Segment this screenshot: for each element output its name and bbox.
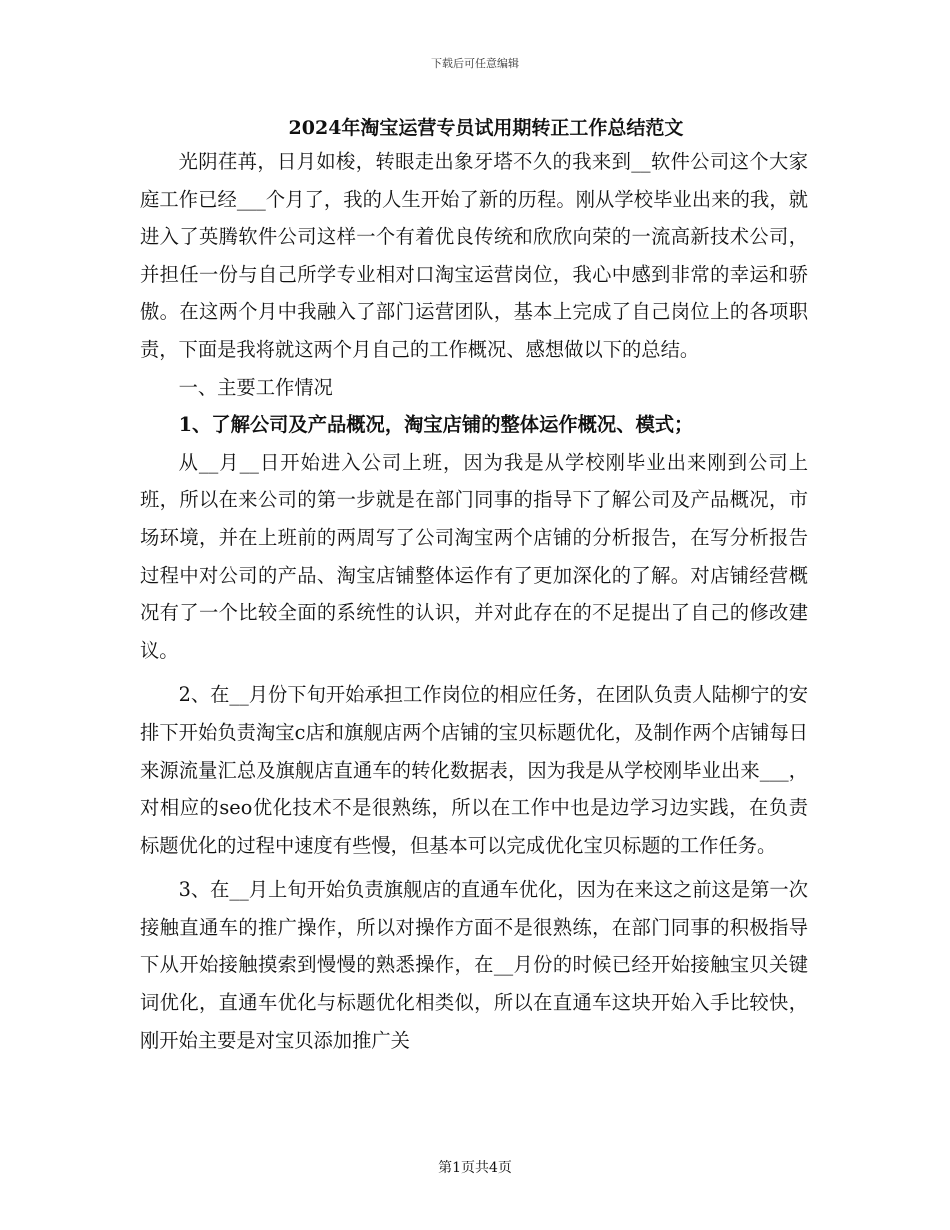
- paragraph-gap: [140, 669, 808, 676]
- document-title: 2024年淘宝运营专员试用期转正工作总结范文: [288, 117, 684, 139]
- body-paragraph-2: 2、在__月份下旬开始承担工作岗位的相应任务，在团队负责人陆柳宁的安排下开始负责淘宝c店和旗舰店两个店铺的宝贝标题优化，及制作两个店铺每日来源流量汇总及旗舰店直通车的转化数据表，因为我是从学校刚毕业出来___，对相应的seo优化技术不是很熟练，所以在工作中也是边学习边实践，在负责标题优化的过程中速度有些慢，但基本可以完成优化宝贝标题的工作任务。: [140, 683, 808, 857]
- document-body: [140, 113, 808, 1059]
- body-paragraph-3: 3、在__月上旬开始负责旗舰店的直通车优化，因为在来这之前这是第一次接触直通车的推广操作，所以对操作方面不是很熟练，在部门同事的积极指导下从开始接触摸索到慢慢的熟悉操作，在__月份的时候已经开始接触宝贝关键词优化，直通车优化与标题优化相类似，所以在直通车这块开始入手比较快，刚开始主要是对宝贝添加推广关: [140, 878, 808, 1052]
- header-note: 下载后可任意编辑: [431, 57, 519, 70]
- subsection-heading: 1、了解公司及产品概况，淘宝店铺的整体运作概况、模式；: [178, 413, 694, 437]
- body-paragraph-1: 从__月__日开始进入公司上班，因为我是从学校刚毕业出来刚到公司上班，所以在来公司的第一步就是在部门同事的指导下了解公司及产品概况，市场环境，并在上班前的两周写了公司淘宝两个店铺的分析报告，在写分析报告过程中对公司的产品、淘宝店铺整体运作有了更加深化的了解。对店铺经营概况有了一个比较全面的系统性的认识，并对此存在的不足提出了自己的修改建议。: [140, 450, 808, 662]
- paragraph-gap: [140, 864, 808, 871]
- intro-paragraph: 光阴荏苒，日月如梭，转眼走出象牙塔不久的我来到__软件公司这个大家庭工作已经___个月了，我的人生开始了新的历程。刚从学校毕业出来的我，就进入了英腾软件公司这样一个有着优良传统和欣欣向荣的一流高新技术公司，并担任一份与自己所学专业相对口淘宝运营岗位，我心中感到非常的幸运和骄傲。在这两个月中我融入了部门运营团队，基本上完成了自己岗位上的各项职责，下面是我将就这两个月自己的工作概况、感想做以下的总结。: [140, 150, 808, 361]
- section-heading: 一、主要工作情况: [178, 375, 333, 399]
- page-footer: 第1页共4页: [438, 1160, 512, 1176]
